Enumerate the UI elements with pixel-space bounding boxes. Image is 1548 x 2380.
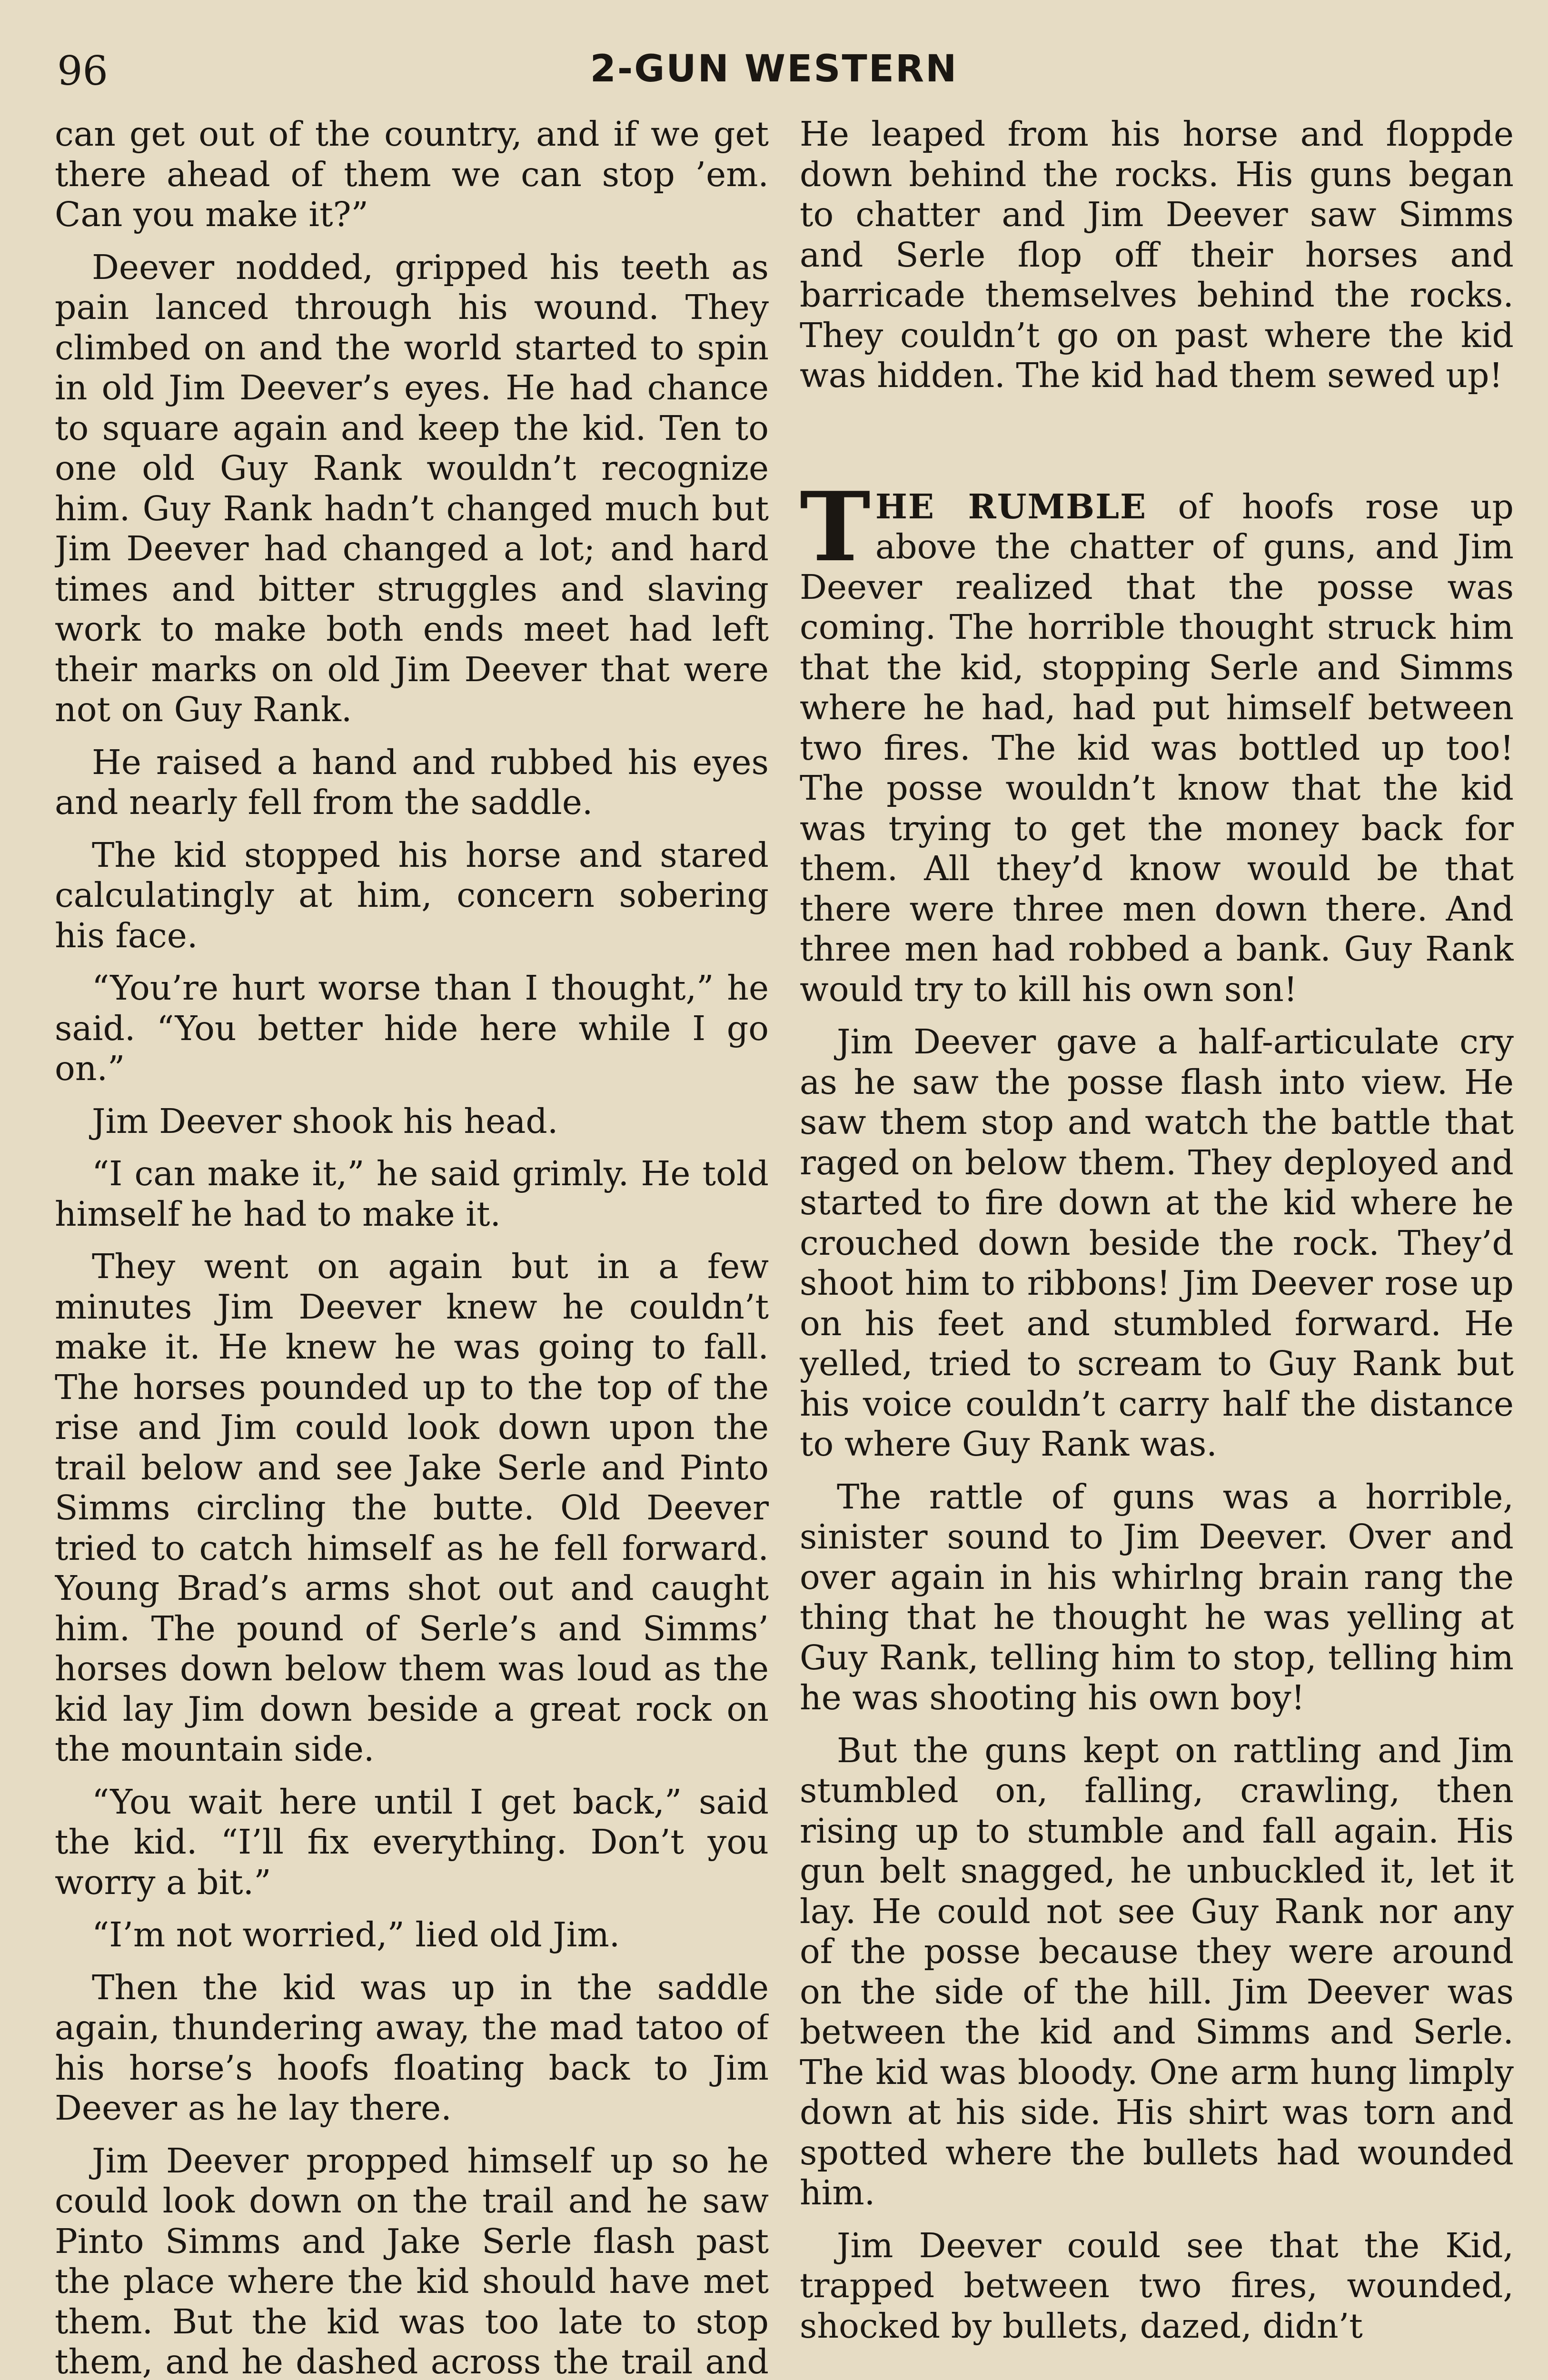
left-column	[55, 114, 769, 2380]
paragraph: Then the kid was up in the saddle again, thundering away, the mad tatoo of his horse’s hoofs floating back to Jim Deever as he lay there.	[55, 1967, 769, 2128]
right-column	[800, 114, 1514, 2380]
page-number: 96	[57, 48, 108, 94]
section-opening-paragraph	[800, 471, 1514, 1010]
paragraph: Deever nodded, gripped his teeth as pain lanced through his wound. They climbed on and the world started to spin in old Jim Deever’s eyes. He had chance to square again and keep the kid. Ten to one old Guy Rank wouldn’t recognize him. Guy Rank hadn’t changed much but Jim Deever had changed a lot; and hard times and bitter struggles and slaving work to make both ends meet had left their marks on old Jim Deever that were not on Guy Rank.	[55, 247, 769, 729]
paragraph: He leaped from his horse and floppde down behind the rocks. His guns began to chatter and Jim Deever saw Simms and Serle flop off their horses and barricade themselves behind the rocks. They couldn’t go on past where the kid was hidden. The kid had them sewed up!	[800, 114, 1514, 395]
paragraph: “You wait here until I get back,” said the kid. “I’ll fix everything. Don’t you worry a bit.”	[55, 1782, 769, 1902]
magazine-title: 2-GUN WESTERN	[590, 48, 958, 90]
paragraph: Jim Deever shook his head.	[92, 1101, 558, 1141]
paragraph: Jim Deever could see that the Kid, trapped between two fires, wounded, shocked by bullets, dazed, didn’t	[800, 2225, 1514, 2346]
paragraph: “You’re hurt worse than I thought,” he said. “You better hide here while I go on.”	[55, 968, 769, 1088]
page-header	[57, 48, 1491, 100]
paragraph: The rattle of guns was a horrible, sinister sound to Jim Deever. Over and over again in his whirlng brain rang the thing that he thought he was yelling at Guy Rank, telling him to stop, telling him he was shooting his own boy!	[800, 1477, 1514, 1717]
section-text: of hoofs rose up above the chatter of guns, and Jim Deever realized that the posse was coming. The horrible thought struck him that the kid, stopping Serle and Simms where he had, had put himself between two fires. The kid was bottled up too! The posse wouldn’t know that the kid was trying to get the money back for them. All they’d know would be that there were three men down there. And three men had robbed a bank. Guy Rank would try to kill his own son!	[800, 486, 1514, 1009]
paragraph: They went on again but in a few minutes Jim Deever knew he couldn’t make it. He knew he was going to fall. The horses pounded up to the top of the rise and Jim could look down upon the trail below and see Jake Serle and Pinto Simms circling the butte. Old Deever tried to catch himself as he fell forward. Young Brad’s arms shot out and caught him. The pound of Serle’s and Simms’ horses down below them was loud as the kid lay Jim down beside a great rock on the mountain side.	[55, 1247, 769, 1769]
paragraph: can get out of the country, and if we get there ahead of them we can stop ’em. Can you make it?”	[55, 114, 769, 234]
paragraph: Jim Deever propped himself up so he could look down on the trail and he saw Pinto Simms and Jake Serle flash past the place where the kid should have met them. But the kid was too late to stop them, and he dashed across the trail and	[55, 2141, 769, 2380]
paragraph: Jim Deever gave a half-articulate cry as he saw the posse flash into view. He saw them stop and watch the battle that raged on below them. They deployed and started to fire down at the kid where he crouched down beside the rock. They’d shoot him to ribbons! Jim Deever rose up on his feet and stumbled forward. He yelled, tried to scream to Guy Rank but his voice couldn’t carry half the distance to where Guy Rank was.	[800, 1022, 1514, 1464]
paragraph: “I can make it,” he said grimly. He told himself he had to make it.	[55, 1154, 769, 1234]
drop-cap: T	[800, 471, 871, 583]
paragraph: He raised a hand and rubbed his eyes and nearly fell from the saddle.	[55, 742, 769, 822]
paragraph: The kid stopped his horse and stared calculatingly at him, concern sobering his face.	[55, 835, 769, 955]
lead-in: HE RUMBLE	[875, 486, 1147, 526]
paragraph: “I’m not worried,” lied old Jim.	[92, 1915, 620, 1954]
paragraph: But the guns kept on rattling and Jim stumbled on, falling, crawling, then rising up to stumble and fall again. His gun belt snagged, he unbuckled it, let it lay. He could not see Guy Rank nor any of the posse because they were around on the side of the hill. Jim Deever was between the kid and Simms and Serle. The kid was bloody. One arm hung limply down at his side. His shirt was torn and spotted where the bullets had wounded him.	[800, 1730, 1514, 2212]
